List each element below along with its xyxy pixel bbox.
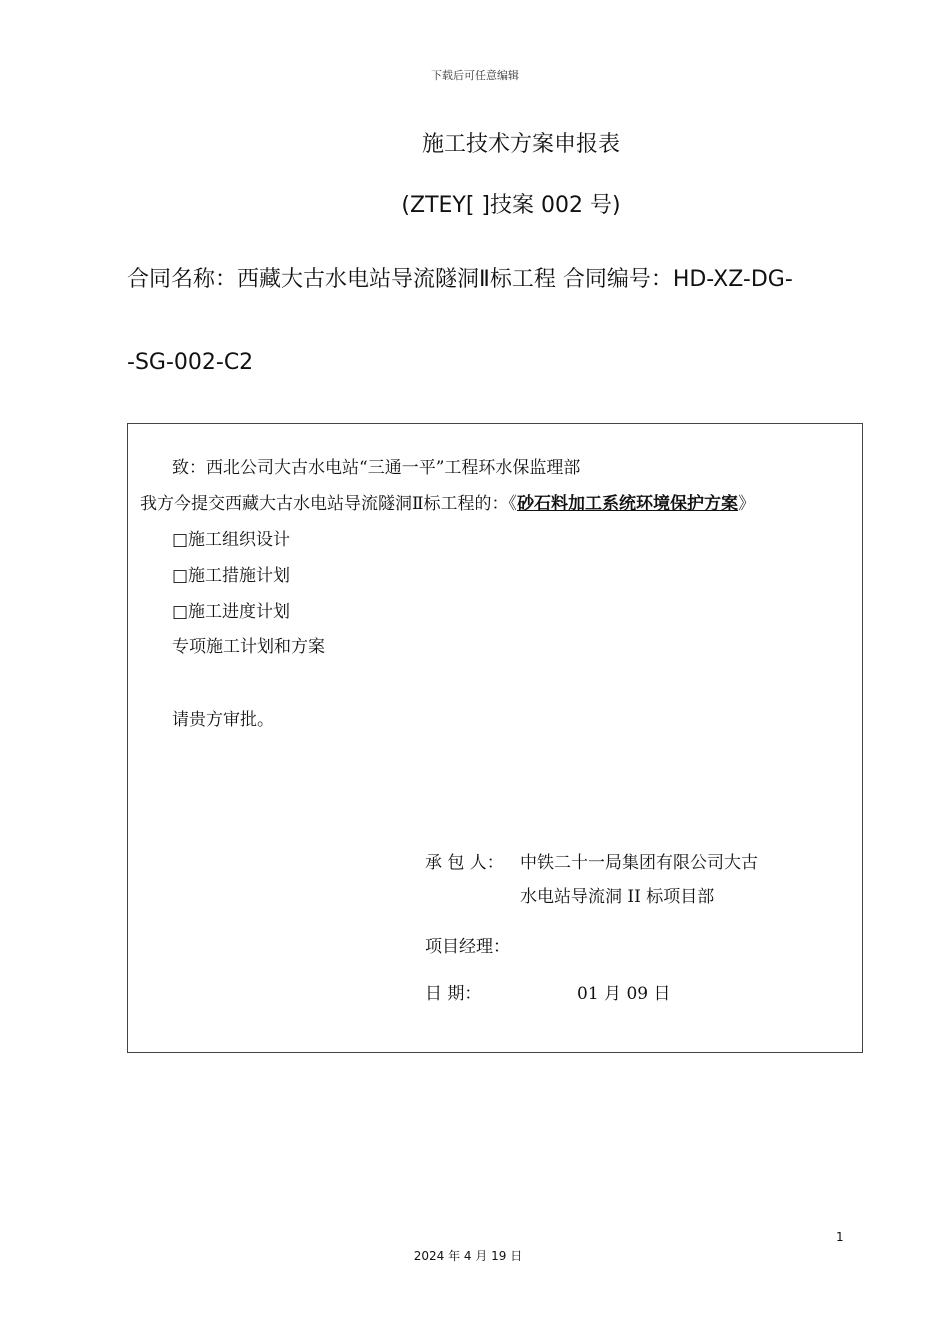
option-organization-design: □施工组织设计 [172,530,291,550]
approval-request: 请贵方审批。 [172,710,274,730]
date-label: 日 期： [425,984,482,1004]
submit-prefix: 我方今提交西藏大古水电站导流隧洞Ⅱ标工程的：《 [140,494,518,514]
form-box [127,423,863,1053]
contractor-label: 承 包 人： [425,853,504,873]
option-schedule-plan: □施工进度计划 [172,602,291,622]
submit-suffix: 》 [738,494,756,514]
submit-statement [140,489,755,514]
plan-name: 砂石料加工系统环境保护方案 [517,494,739,514]
document-title: 施工技术方案申报表 [421,132,620,157]
contract-info-line-1: 合同名称：西藏大古水电站导流隧洞Ⅱ标工程 合同编号：HD-XZ-DG- [127,267,793,292]
addressee: 致：西北公司大古水电站“三通一平”工程环水保监理部 [172,458,581,478]
contractor-name-line-2: 水电站导流洞 II 标项目部 [520,887,715,907]
document-subtitle: (ZTEY[ ]技案 002 号) [401,193,621,218]
footer-date: 2024 年 4 月 19 日 [413,1249,523,1263]
header-note: 下载后可任意编辑 [431,69,519,82]
contract-info-line-2: -SG-002-C2 [127,350,254,375]
option-special-plan: 专项施工计划和方案 [172,637,325,657]
project-manager-label: 项目经理： [425,937,510,957]
page-number: 1 [836,1230,844,1244]
date-value: 01 月 09 日 [577,984,671,1004]
contractor-name-line-1: 中铁二十一局集团有限公司大古 [520,853,758,873]
option-measures-plan: □施工措施计划 [172,566,291,586]
